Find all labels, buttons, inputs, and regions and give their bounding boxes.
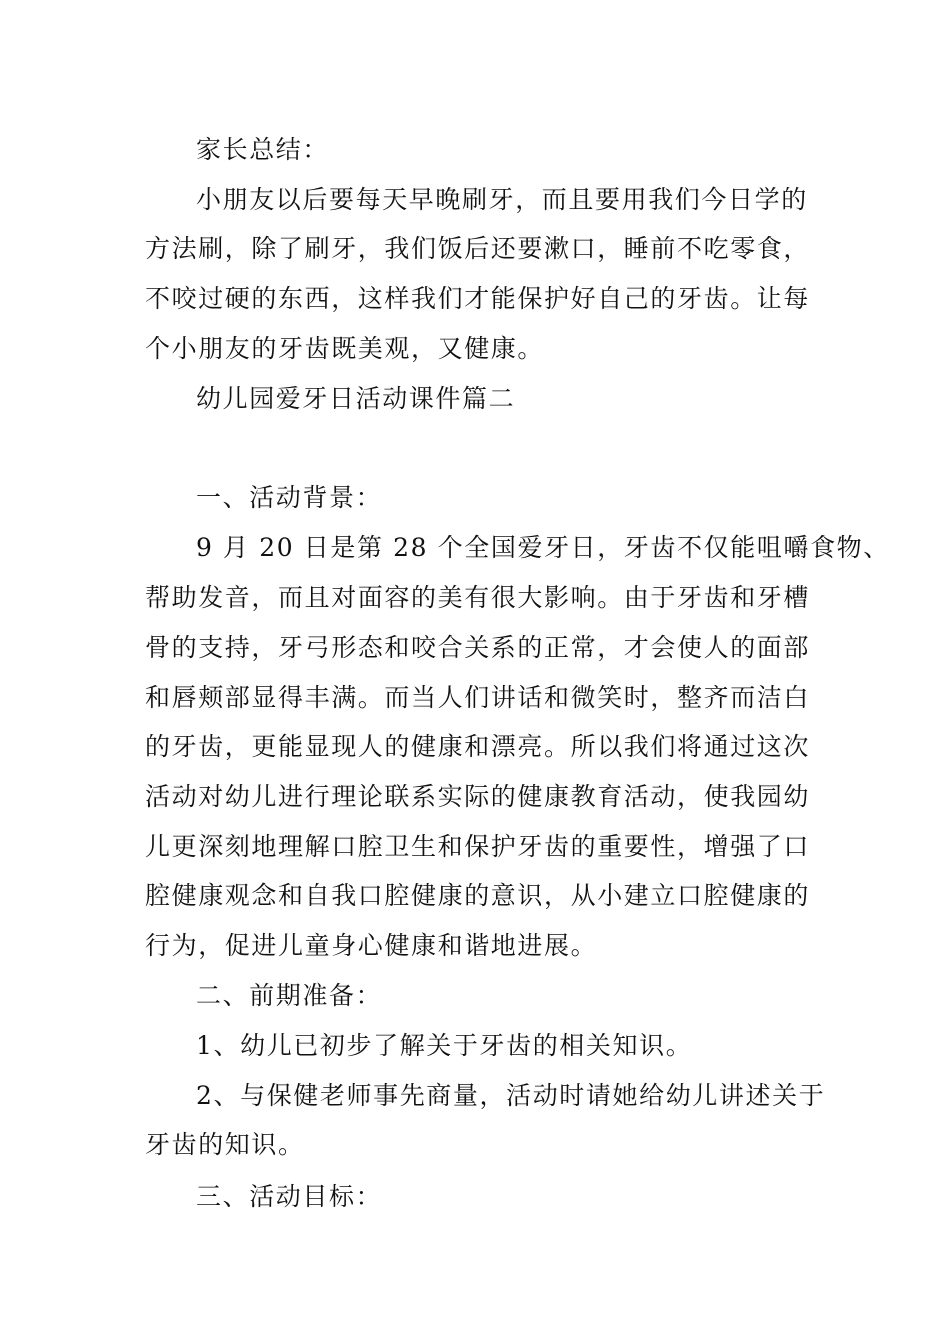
paragraph-line: 个小朋友的牙齿既美观，又健康。 [145,334,545,363]
section-heading-preparation: 二、前期准备： [196,981,383,1010]
paragraph-line: 小朋友以后要每天早晚刷牙，而且要用我们今日学的 [196,185,808,214]
paragraph-line: 活动对幼儿进行理论联系实际的健康教育活动，使我园幼 [145,782,811,811]
section-heading-background: 一、活动背景： [196,483,383,512]
parent-summary-heading: 家长总结： [196,135,330,164]
paragraph-line: 行为，促进儿童身心健康和谐地进展。 [145,931,598,960]
section-heading-goals: 三、活动目标： [196,1182,383,1211]
list-item: 2、与保健老师事先商量，活动时请她给幼儿讲述关于 [196,1081,826,1110]
list-item-continuation: 牙齿的知识。 [145,1130,305,1159]
paragraph-line: 的牙齿，更能显现人的健康和漂亮。所以我们将通过这次 [145,732,811,761]
paragraph-line: 骨的支持，牙弓形态和咬合关系的正常，才会使人的面部 [145,633,811,662]
list-item: 1、幼儿已初步了解关于牙齿的相关知识。 [196,1031,693,1060]
paragraph-line: 方法刷，除了刷牙，我们饭后还要漱口，睡前不吃零食， [145,234,811,263]
paragraph-line: 儿更深刻地理解口腔卫生和保护牙齿的重要性，增强了口 [145,832,811,861]
paragraph-line: 不咬过硬的东西，这样我们才能保护好自己的牙齿。让每 [145,284,811,313]
section-title: 幼儿园爱牙日活动课件篇二 [196,384,516,413]
paragraph-line: 和唇颊部显得丰满。而当人们讲话和微笑时，整齐而洁白 [145,683,811,712]
paragraph-line: 9 月 20 日是第 28 个全国爱牙日，牙齿不仅能咀嚼食物、 [196,533,890,562]
paragraph-line: 腔健康观念和自我口腔健康的意识，从小建立口腔健康的 [145,881,811,910]
paragraph-line: 帮助发音，而且对面容的美有很大影响。由于牙齿和牙槽 [145,583,811,612]
